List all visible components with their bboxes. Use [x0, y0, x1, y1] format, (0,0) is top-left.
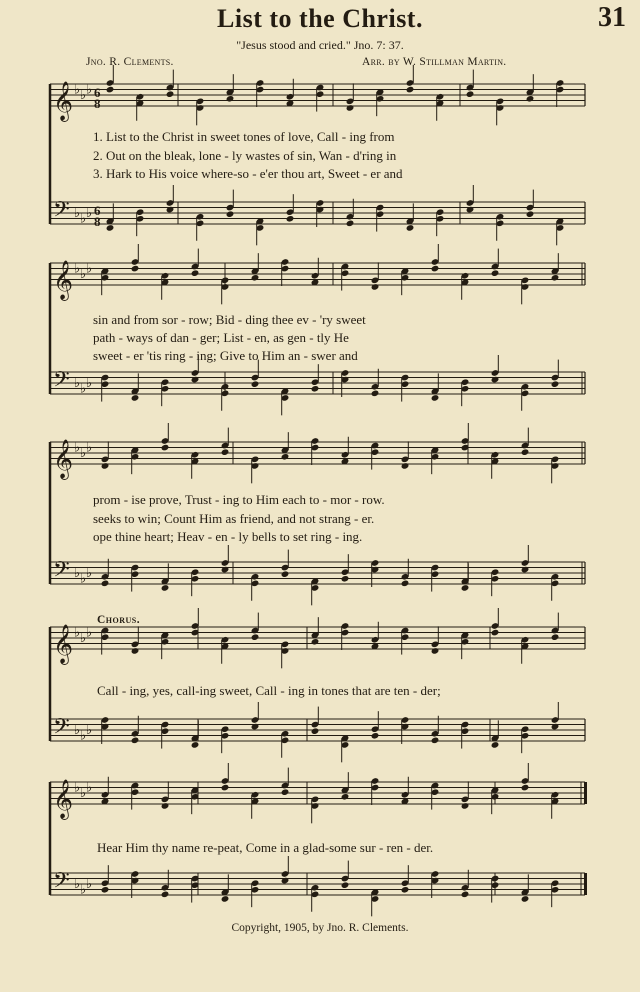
notehead: [401, 462, 410, 470]
flat-icon: ♭: [74, 206, 81, 221]
notehead: [281, 570, 290, 578]
flat-icon: ♭: [80, 88, 87, 103]
flat-icon: ♭: [80, 446, 87, 461]
notehead: [311, 385, 320, 393]
chorus-label: Chorus.: [97, 614, 141, 626]
flat-icon: ♭: [86, 780, 93, 796]
notehead: [221, 895, 230, 903]
flat-icon: ♭: [74, 440, 81, 456]
flat-icon: ♭: [74, 723, 81, 738]
notehead: [221, 448, 230, 456]
hymn-title: List to the Christ.: [217, 4, 423, 33]
bass-clef-icon: 𝄢: [53, 868, 70, 899]
flat-icon: ♭: [74, 82, 81, 98]
chorus-line: Hear Him thy name re-peat, Come in a glad-some sur - ren - der.: [97, 840, 434, 855]
flat-icon: ♭: [80, 571, 87, 587]
notehead: [161, 444, 170, 452]
notehead: [311, 727, 320, 735]
notehead: [191, 376, 200, 384]
notehead: [371, 390, 380, 398]
final-barline: [584, 873, 587, 895]
notehead: [521, 566, 530, 574]
verse-1-line: prom - ise prove, Trust - ing to Him each to - mor - row.: [93, 492, 385, 507]
notehead: [431, 737, 440, 745]
notehead: [341, 793, 350, 801]
flat-icon: ♭: [74, 877, 81, 892]
time-signature: 8: [94, 96, 101, 111]
verse-2-line: 2. Out on the bleak, lone - ly wastes of sin, Wan - d'ring in: [93, 148, 397, 163]
flat-icon: ♭: [74, 261, 81, 277]
flat-icon: ♭: [80, 728, 87, 744]
notehead: [341, 881, 350, 889]
notehead: [521, 895, 530, 903]
flat-icon: ♭: [86, 261, 93, 277]
time-signature: 6: [94, 85, 101, 100]
treble-clef-icon: 𝄞: [53, 779, 74, 819]
notehead: [431, 394, 440, 402]
notehead: [311, 638, 320, 646]
notehead: [466, 90, 475, 98]
notehead: [221, 784, 230, 792]
bass-clef-icon: 𝄢: [53, 197, 70, 228]
notehead: [491, 741, 500, 749]
notehead: [191, 269, 200, 277]
notehead: [131, 265, 140, 273]
treble-clef-icon: 𝄞: [53, 81, 74, 121]
notehead: [101, 462, 110, 470]
notehead: [461, 584, 470, 592]
notehead: [281, 453, 290, 461]
notehead: [521, 448, 530, 456]
notehead: [131, 394, 140, 402]
verse-3-line: sweet - er 'tis ring - ing; Give to Him an - swer and: [93, 348, 358, 363]
final-barline: [584, 782, 587, 804]
notehead: [551, 723, 560, 731]
flat-icon: ♭: [74, 566, 81, 581]
notehead: [406, 224, 415, 232]
flat-icon: ♭: [86, 625, 93, 641]
flat-icon: ♭: [86, 566, 93, 581]
notehead: [466, 206, 475, 214]
bass-clef-icon: 𝄢: [53, 367, 70, 398]
flat-icon: ♭: [80, 631, 87, 646]
flat-icon: ♭: [74, 376, 81, 391]
verse-1-line: 1. List to the Christ in sweet tones of love, Call - ing from: [93, 129, 395, 144]
time-signature: 8: [94, 214, 101, 229]
notehead: [461, 891, 470, 899]
verse-2-line: path - ways of dan - ger; List - en, as gen - tly He: [93, 330, 349, 345]
notehead: [166, 206, 175, 214]
notehead: [101, 886, 110, 894]
notehead: [401, 886, 410, 894]
page-number: 31: [598, 2, 626, 33]
verse-2-line: seeks to win; Count Him as friend, and not strang - er.: [93, 511, 375, 526]
flat-icon: ♭: [80, 786, 87, 801]
notehead: [371, 283, 380, 291]
flat-icon: ♭: [86, 82, 93, 98]
notehead: [161, 584, 170, 592]
notehead: [551, 274, 560, 282]
copyright-notice: Copyright, 1905, by Jno. R. Clements.: [231, 922, 409, 934]
notehead: [526, 95, 535, 103]
verse-3-line: 3. Hark to His voice where-so - e'er thou art, Sweet - er and: [93, 166, 403, 181]
notehead: [341, 575, 350, 583]
notehead: [251, 380, 260, 388]
notehead: [461, 802, 470, 810]
notehead: [251, 633, 260, 641]
flat-icon: ♭: [80, 381, 87, 397]
treble-clef-icon: 𝄞: [53, 439, 74, 479]
notehead: [431, 647, 440, 655]
notehead: [491, 376, 500, 384]
notehead: [521, 784, 530, 792]
notehead: [371, 732, 380, 740]
notehead: [431, 265, 440, 273]
notehead: [286, 215, 295, 223]
treble-clef-icon: 𝄞: [53, 624, 74, 664]
notehead: [491, 269, 500, 277]
flat-icon: ♭: [80, 267, 87, 282]
notehead: [346, 220, 355, 228]
flat-icon: ♭: [86, 440, 93, 456]
bass-clef-icon: 𝄢: [53, 714, 70, 745]
notehead: [401, 580, 410, 588]
notehead: [106, 86, 115, 94]
flat-icon: ♭: [80, 211, 87, 227]
notehead: [281, 788, 290, 796]
notehead: [551, 380, 560, 388]
notehead: [161, 891, 170, 899]
notehead: [281, 877, 290, 885]
notehead: [406, 86, 415, 94]
lyricist-credit: Jno. R. Clements.: [86, 56, 174, 68]
notehead: [491, 629, 500, 637]
notehead: [226, 95, 235, 103]
treble-clef-icon: 𝄞: [53, 260, 74, 300]
verse-1-line: sin and from sor - row; Bid - ding thee ev - 'ry sweet: [93, 312, 366, 327]
flat-icon: ♭: [86, 877, 93, 892]
flat-icon: ♭: [86, 206, 93, 221]
time-signature: 6: [94, 203, 101, 218]
scripture-epigraph: "Jesus stood and cried." Jno. 7: 37.: [236, 38, 404, 52]
notehead: [251, 723, 260, 731]
notehead: [161, 802, 170, 810]
bass-clef-icon: 𝄢: [53, 557, 70, 588]
flat-icon: ♭: [80, 882, 87, 898]
notehead: [346, 104, 355, 112]
notehead: [551, 633, 560, 641]
notehead: [251, 274, 260, 282]
notehead: [106, 224, 115, 232]
arranger-credit: Arr. by W. Stillman Martin.: [362, 56, 507, 68]
notehead: [101, 580, 110, 588]
notehead: [131, 737, 140, 745]
notehead: [221, 566, 230, 574]
flat-icon: ♭: [86, 723, 93, 738]
flat-icon: ♭: [74, 625, 81, 641]
flat-icon: ♭: [74, 780, 81, 796]
verse-3-line: ope thine heart; Heav - en - ly bells to set ring - ing.: [93, 529, 363, 544]
notehead: [526, 210, 535, 218]
notehead: [226, 210, 235, 218]
notehead: [131, 647, 140, 655]
flat-icon: ♭: [86, 376, 93, 391]
notehead: [191, 741, 200, 749]
notehead: [166, 90, 175, 98]
chorus-line: Call - ing, yes, call-ing sweet, Call - ing in tones that are ten - der;: [97, 683, 441, 698]
